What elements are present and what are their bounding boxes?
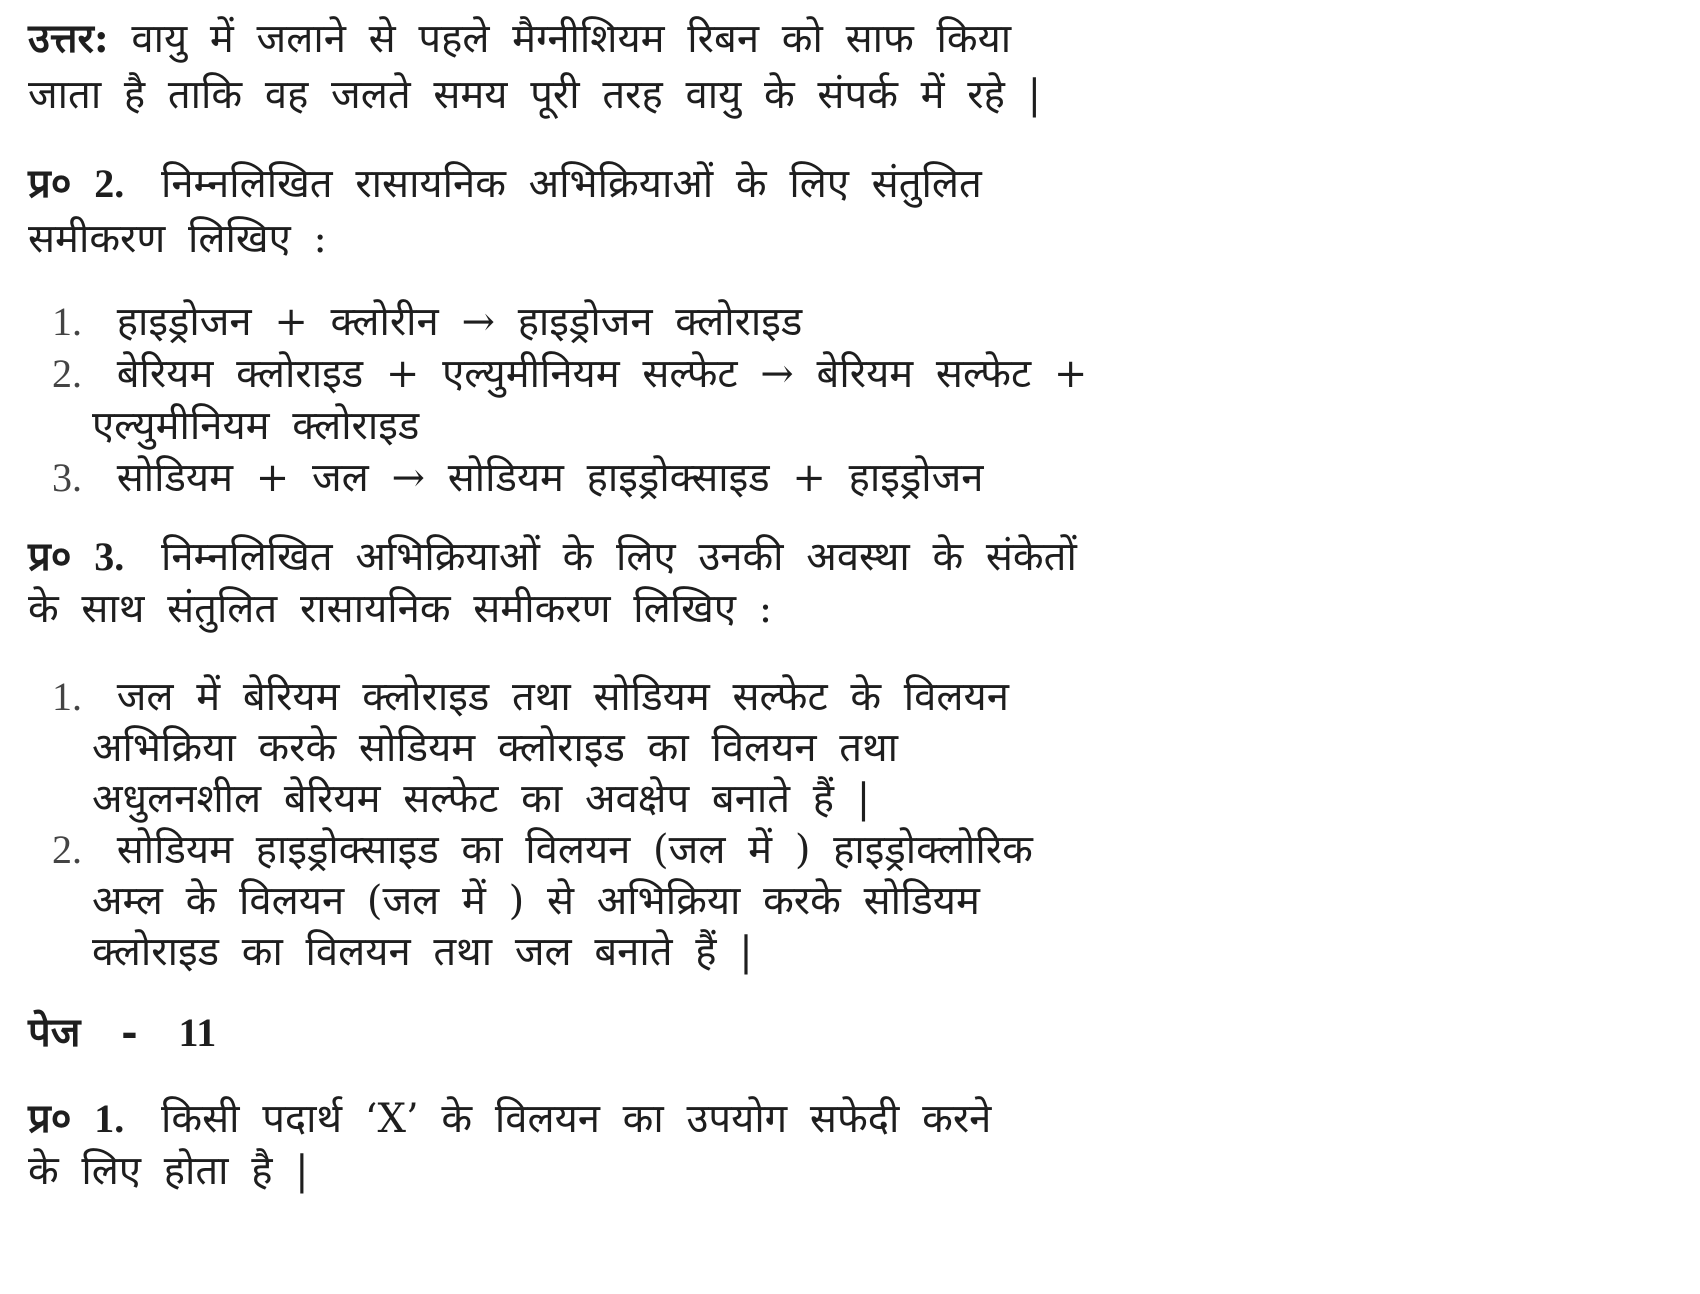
q2-item-2-text-1: बेरियम क्लोराइड + एल्युमीनियम सल्फेट → बेरियम सल्फेट + [116, 351, 1088, 397]
question-1-text-2: के लिए होता है | [28, 1148, 309, 1194]
page-marker [28, 1004, 230, 1062]
q2-item-3 [52, 449, 984, 507]
page-marker-dash: - [121, 1009, 138, 1056]
q3-item-1-continuation-2 [92, 770, 870, 828]
q2-item-1-text: हाइड्रोजन + क्लोरीन → हाइड्रोजन क्लोराइड [116, 299, 803, 345]
q3-item-2 [52, 821, 1033, 879]
q3-item-1-text-1: जल में बेरियम क्लोराइड तथा सोडियम सल्फेट के विलयन [116, 674, 1009, 720]
q2-item-2-continuation [92, 397, 419, 455]
question-1-number: 1. [94, 1096, 125, 1141]
q2-item-1-number: 1. [52, 299, 82, 344]
q3-item-1-text-3: अधुलनशील बेरियम सल्फेट का अवक्षेप बनाते हैं | [92, 776, 871, 822]
q3-item-2-continuation-1 [92, 872, 980, 930]
question-3-line-1 [28, 528, 1077, 586]
q2-item-1 [52, 293, 802, 351]
answer-line-2 [28, 66, 1041, 124]
question-2-line-2 [28, 210, 327, 268]
question-3-text-2: के साथ संतुलित रासायनिक समीकरण लिखिए : [28, 586, 773, 632]
question-1-line-1 [28, 1090, 991, 1148]
q3-item-2-text-1: सोडियम हाइड्रोक्साइड का विलयन (जल में ) हाइड्रोक्लोरिक [116, 827, 1033, 873]
question-2-label: प्र० [28, 160, 72, 207]
question-2-text-2: समीकरण लिखिए : [28, 216, 327, 262]
question-1-line-2 [28, 1142, 309, 1200]
q3-item-2-number: 2. [52, 827, 82, 872]
question-3-label: प्र० [28, 533, 72, 580]
question-3-text-1: निम्नलिखित अभिक्रियाओं के लिए उनकी अवस्था के संकेतों [161, 534, 1077, 580]
question-1-text-1: किसी पदार्थ ‘X’ के विलयन का उपयोग सफेदी करने [161, 1096, 992, 1142]
question-2-line-1 [28, 155, 982, 213]
q2-item-3-text: सोडियम + जल → सोडियम हाइड्रोक्साइड + हाइड्रोजन [116, 455, 984, 501]
answer-text-1: वायु में जलाने से पहले मैग्नीशियम रिबन को साफ किया [131, 16, 1012, 62]
question-3-line-2 [28, 580, 772, 638]
q3-item-2-text-3: क्लोराइड का विलयन तथा जल बनाते हैं | [92, 929, 753, 975]
page-marker-number: 11 [178, 1010, 217, 1055]
question-2-text-1: निम्नलिखित रासायनिक अभिक्रियाओं के लिए संतुलित [161, 161, 982, 207]
answer-line-1 [28, 10, 1011, 68]
q2-item-2-number: 2. [52, 351, 82, 396]
q3-item-2-text-2: अम्ल के विलयन (जल में ) से अभिक्रिया करके सोडियम [92, 878, 980, 924]
q3-item-1-number: 1. [52, 674, 82, 719]
page-marker-label: पेज [28, 1009, 81, 1056]
q3-item-2-continuation-2 [92, 923, 753, 981]
q3-item-1-text-2: अभिक्रिया करके सोडियम क्लोराइड का विलयन तथा [92, 725, 899, 771]
question-1-label: प्र० [28, 1095, 72, 1142]
q3-item-1 [52, 668, 1009, 726]
q2-item-3-number: 3. [52, 455, 82, 500]
q2-item-2 [52, 345, 1087, 403]
question-2-number: 2. [94, 161, 125, 206]
answer-text-2: जाता है ताकि वह जलते समय पूरी तरह वायु के संपर्क में रहे | [28, 72, 1042, 118]
q3-item-1-continuation-1 [92, 719, 898, 777]
q2-item-2-text-2: एल्युमीनियम क्लोराइड [92, 403, 420, 449]
answer-label: उत्तर: [28, 15, 109, 62]
question-3-number: 3. [94, 534, 125, 579]
